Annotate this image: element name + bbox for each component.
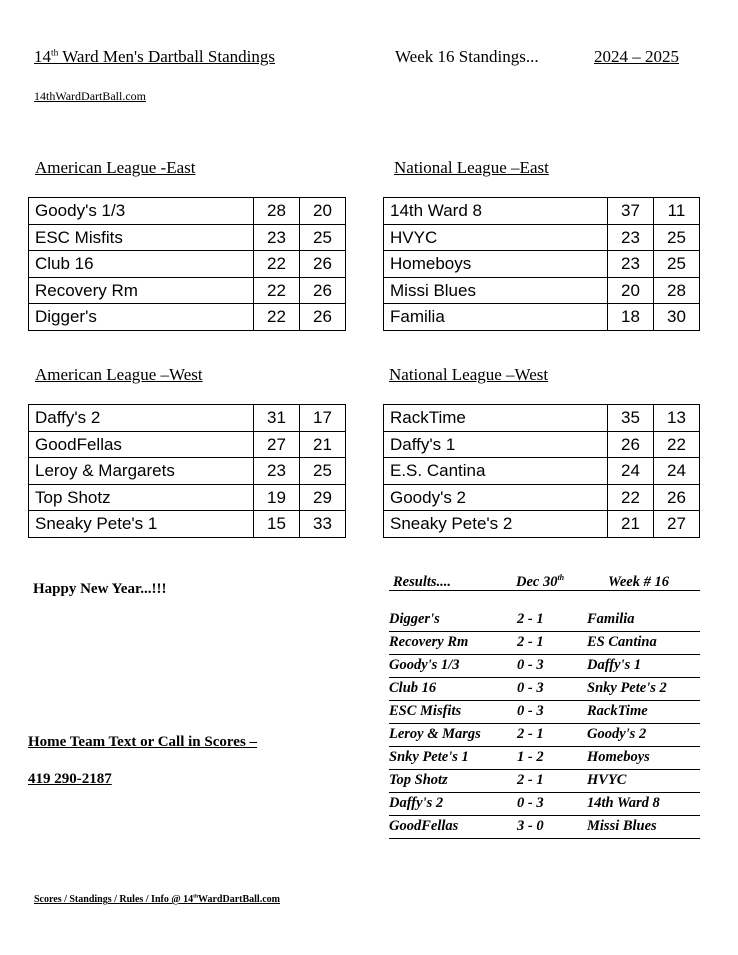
home-team: Daffy's 2 <box>389 795 444 811</box>
losses-cell: 25 <box>300 458 346 485</box>
table-row <box>384 458 700 485</box>
losses-cell: 26 <box>300 277 346 304</box>
score: 0 - 3 <box>517 657 544 673</box>
phone-number[interactable]: 419 290-2187 <box>28 771 112 787</box>
wins-cell: 23 <box>608 224 654 251</box>
team-cell: Daffy's 1 <box>384 431 608 458</box>
table-row <box>384 405 700 432</box>
al-west-table <box>28 404 346 538</box>
losses-cell: 27 <box>654 511 700 538</box>
call-in-text: Home Team Text or Call in Scores – <box>28 734 258 750</box>
wins-cell: 22 <box>608 484 654 511</box>
away-team: 14th Ward 8 <box>587 795 660 811</box>
wins-cell: 15 <box>254 511 300 538</box>
result-row <box>389 631 700 655</box>
wins-cell: 22 <box>254 277 300 304</box>
score: 2 - 1 <box>517 726 544 742</box>
team-cell: Goody's 1/3 <box>29 198 254 225</box>
result-row <box>389 677 700 701</box>
table-row <box>384 251 700 278</box>
wins-cell: 37 <box>608 198 654 225</box>
week-label: Week 16 Standings... <box>395 47 539 66</box>
away-team: Daffy's 1 <box>587 657 642 673</box>
score: 2 - 1 <box>517 634 544 650</box>
season-label: 2024 – 2025 <box>594 47 679 66</box>
home-team: GoodFellas <box>389 818 459 834</box>
result-row <box>389 769 700 793</box>
table-row <box>29 198 346 225</box>
results-label: Results.... <box>393 574 452 590</box>
away-team: Goody's 2 <box>587 726 647 742</box>
home-team: Leroy & Margs <box>389 726 481 742</box>
score: 3 - 0 <box>517 818 544 834</box>
wins-cell: 35 <box>608 405 654 432</box>
losses-cell: 26 <box>654 484 700 511</box>
table-row <box>29 431 346 458</box>
away-team: Snky Pete's 2 <box>587 680 667 696</box>
losses-cell: 25 <box>300 224 346 251</box>
losses-cell: 17 <box>300 405 346 432</box>
results-header <box>389 573 700 591</box>
team-cell: Sneaky Pete's 2 <box>384 511 608 538</box>
losses-cell: 30 <box>654 304 700 331</box>
table-row <box>384 484 700 511</box>
losses-cell: 22 <box>654 431 700 458</box>
losses-cell: 25 <box>654 224 700 251</box>
results-date: Dec 30th <box>516 573 565 590</box>
team-cell: Familia <box>384 304 608 331</box>
footer-links[interactable]: Scores / Standings / Rules / Info @ 14thWardDartBall.com <box>34 893 280 905</box>
losses-cell: 29 <box>300 484 346 511</box>
table-row <box>29 304 346 331</box>
team-cell: Sneaky Pete's 1 <box>29 511 254 538</box>
losses-cell: 26 <box>300 251 346 278</box>
nl-west-table <box>383 404 700 538</box>
losses-cell: 21 <box>300 431 346 458</box>
table-row <box>384 304 700 331</box>
wins-cell: 23 <box>608 251 654 278</box>
table-row <box>29 224 346 251</box>
score: 0 - 3 <box>517 680 544 696</box>
team-cell: ESC Misfits <box>29 224 254 251</box>
wins-cell: 22 <box>254 251 300 278</box>
results-week: Week # 16 <box>608 574 669 590</box>
team-cell: Missi Blues <box>384 277 608 304</box>
al-east-title: American League -East <box>35 158 196 177</box>
wins-cell: 23 <box>254 224 300 251</box>
result-row <box>389 654 700 678</box>
home-team: ESC Misfits <box>389 703 462 719</box>
home-team: Recovery Rm <box>389 634 469 650</box>
team-cell: Top Shotz <box>29 484 254 511</box>
losses-cell: 20 <box>300 198 346 225</box>
home-team: Digger's <box>389 611 440 627</box>
team-cell: Daffy's 2 <box>29 405 254 432</box>
wins-cell: 24 <box>608 458 654 485</box>
losses-cell: 13 <box>654 405 700 432</box>
losses-cell: 11 <box>654 198 700 225</box>
nl-west-title: National League –West <box>389 365 549 384</box>
team-cell: RackTime <box>384 405 608 432</box>
table-row <box>384 224 700 251</box>
team-cell: HVYC <box>384 224 608 251</box>
wins-cell: 20 <box>608 277 654 304</box>
wins-cell: 23 <box>254 458 300 485</box>
score: 2 - 1 <box>517 772 544 788</box>
result-row <box>389 608 700 632</box>
table-row <box>29 511 346 538</box>
score: 0 - 3 <box>517 795 544 811</box>
losses-cell: 26 <box>300 304 346 331</box>
nl-east-table <box>383 197 700 331</box>
away-team: Familia <box>587 611 635 627</box>
wins-cell: 18 <box>608 304 654 331</box>
result-row <box>389 792 700 816</box>
team-cell: E.S. Cantina <box>384 458 608 485</box>
losses-cell: 25 <box>654 251 700 278</box>
al-west-title: American League –West <box>35 365 203 384</box>
table-row <box>29 251 346 278</box>
away-team: ES Cantina <box>587 634 657 650</box>
result-row <box>389 815 700 839</box>
table-row <box>29 405 346 432</box>
team-cell: Homeboys <box>384 251 608 278</box>
team-cell: Club 16 <box>29 251 254 278</box>
losses-cell: 28 <box>654 277 700 304</box>
team-cell: Goody's 2 <box>384 484 608 511</box>
team-cell: Digger's <box>29 304 254 331</box>
wins-cell: 28 <box>254 198 300 225</box>
wins-cell: 19 <box>254 484 300 511</box>
score: 0 - 3 <box>517 703 544 719</box>
away-team: HVYC <box>587 772 627 788</box>
table-row <box>29 484 346 511</box>
website-link[interactable]: 14thWardDartBall.com <box>34 89 147 103</box>
table-row <box>384 511 700 538</box>
table-row <box>29 277 346 304</box>
team-cell: GoodFellas <box>29 431 254 458</box>
away-team: Homeboys <box>587 749 650 765</box>
score: 2 - 1 <box>517 611 544 627</box>
result-row <box>389 700 700 724</box>
wins-cell: 31 <box>254 405 300 432</box>
home-team: Club 16 <box>389 680 437 696</box>
team-cell: Recovery Rm <box>29 277 254 304</box>
losses-cell: 33 <box>300 511 346 538</box>
result-row <box>389 746 700 770</box>
home-team: Goody's 1/3 <box>389 657 460 673</box>
score: 1 - 2 <box>517 749 544 765</box>
wins-cell: 26 <box>608 431 654 458</box>
home-team: Snky Pete's 1 <box>389 749 469 765</box>
wins-cell: 22 <box>254 304 300 331</box>
table-row <box>384 277 700 304</box>
table-row <box>384 198 700 225</box>
wins-cell: 27 <box>254 431 300 458</box>
team-cell: Leroy & Margarets <box>29 458 254 485</box>
home-team: Top Shotz <box>389 772 448 788</box>
result-row <box>389 723 700 747</box>
team-cell: 14th Ward 8 <box>384 198 608 225</box>
away-team: Missi Blues <box>587 818 657 834</box>
table-row <box>384 431 700 458</box>
al-east-table <box>28 197 346 331</box>
away-team: RackTime <box>587 703 648 719</box>
losses-cell: 24 <box>654 458 700 485</box>
table-row <box>29 458 346 485</box>
greeting-text: Happy New Year...!!! <box>33 581 167 597</box>
wins-cell: 21 <box>608 511 654 538</box>
nl-east-title: National League –East <box>394 158 549 177</box>
page-title: 14th Ward Men's Dartball Standings <box>34 47 275 66</box>
